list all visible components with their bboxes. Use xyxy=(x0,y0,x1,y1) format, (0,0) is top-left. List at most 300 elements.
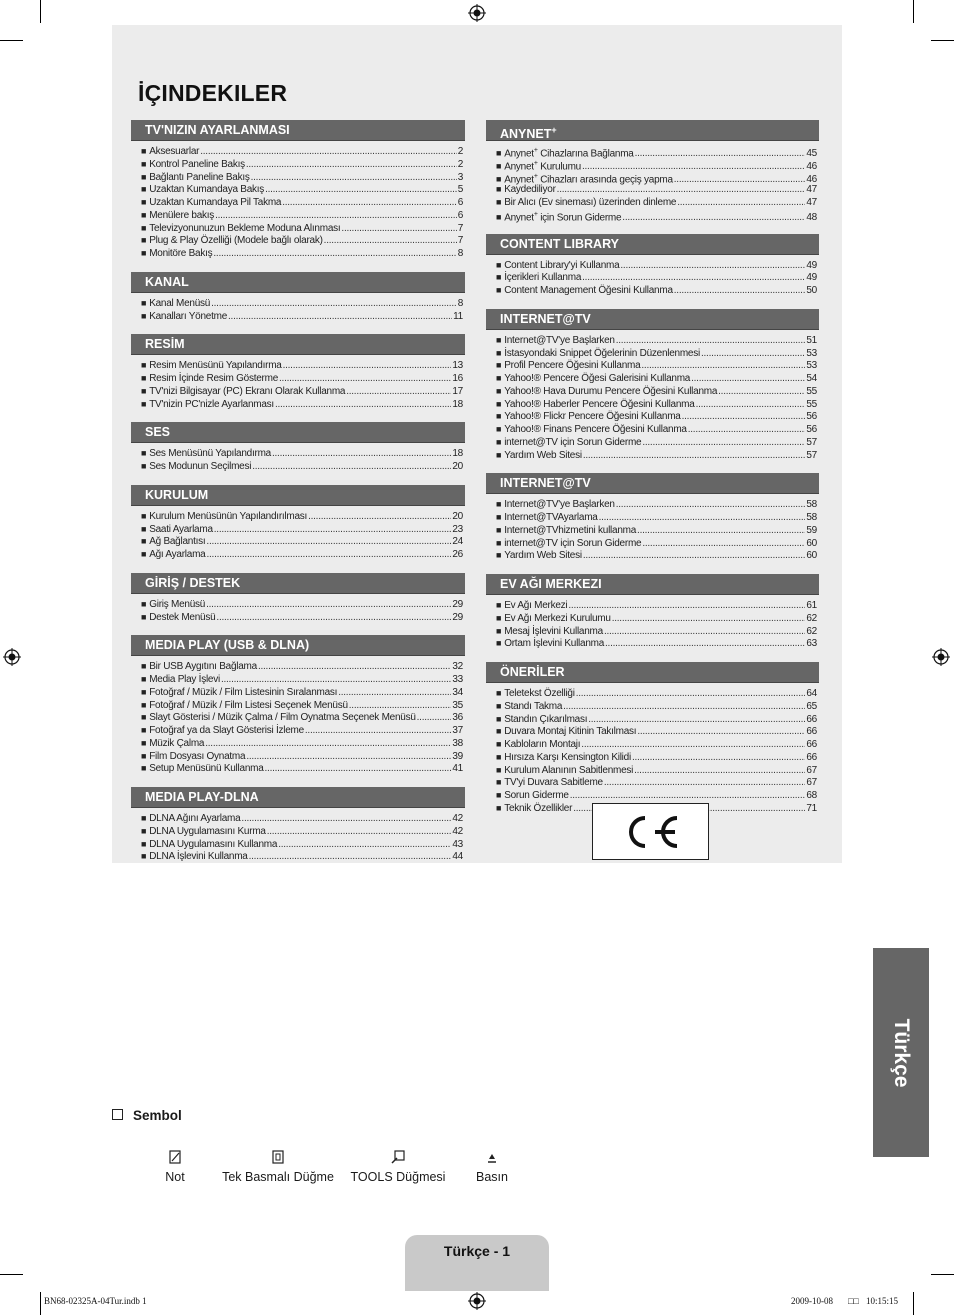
bullet-square-icon: ■ xyxy=(141,222,147,233)
toc-entry-page: 29 xyxy=(452,598,463,610)
section-heading: KANAL xyxy=(131,272,465,293)
toc-entry-label: Standı Takma xyxy=(504,700,563,712)
toc-entry-page: 47 xyxy=(806,184,817,196)
crop-mark xyxy=(931,1274,954,1275)
crop-mark xyxy=(913,1292,914,1315)
bullet-square-icon: ■ xyxy=(141,461,147,471)
toc-entry[interactable] xyxy=(496,776,819,789)
dot-leader xyxy=(583,550,806,563)
bullet-square-icon: ■ xyxy=(496,272,502,283)
toc-entry[interactable] xyxy=(496,196,819,209)
toc-entry[interactable] xyxy=(141,762,465,775)
toc-entry[interactable] xyxy=(496,549,819,562)
toc-entry[interactable] xyxy=(141,523,465,536)
toc-entry-page: 34 xyxy=(452,686,463,698)
toc-entry-label: TV'nizi Bilgisayar (PC) Ekranı Olarak Kullanma xyxy=(149,385,346,397)
bullet-square-icon: ■ xyxy=(141,536,147,547)
toc-entry-page: 66 xyxy=(806,713,817,725)
symbol-note xyxy=(150,1148,200,1184)
bullet-square-icon: ■ xyxy=(496,197,502,207)
toc-left-column xyxy=(131,120,465,863)
bullet-square-icon: ■ xyxy=(141,674,147,684)
toc-entry[interactable] xyxy=(141,183,465,196)
toc-entry-label: Yardım Web Sitesi xyxy=(504,449,582,461)
toc-entry-page: 32 xyxy=(452,661,463,673)
section-heading: GİRİŞ / DESTEK xyxy=(131,573,465,594)
symbol-press-label: Basın xyxy=(476,1170,508,1184)
toc-entry-label: TV'yi Duvara Sabitleme xyxy=(504,777,603,789)
bullet-square-icon: ■ xyxy=(496,638,502,649)
toc-entry-page: 17 xyxy=(452,385,463,397)
toc-entry-page: 39 xyxy=(452,750,463,762)
dot-leader xyxy=(278,839,451,852)
dot-leader xyxy=(228,311,452,324)
toc-entry[interactable] xyxy=(496,271,819,284)
bullet-square-icon: ■ xyxy=(141,209,147,220)
ce-mark-box xyxy=(592,803,709,860)
toc-section xyxy=(486,662,819,815)
dot-leader xyxy=(701,348,805,361)
dot-leader xyxy=(605,638,805,651)
bullet-square-icon: ■ xyxy=(141,158,147,169)
toc-entry[interactable] xyxy=(141,850,465,863)
toc-entry[interactable] xyxy=(141,750,465,763)
toc-entry-label: Internet@TV'ye Başlarken xyxy=(504,499,615,511)
toc-entry[interactable] xyxy=(141,737,465,750)
dot-leader xyxy=(216,612,451,625)
toc-entry-label: Teknik Özellikler xyxy=(504,802,573,814)
symbol-one-touch-label: Tek Basmalı Düğme xyxy=(222,1170,334,1184)
toc-entry-label: Duvara Montaj Kitinin Takılması xyxy=(504,726,637,738)
dot-leader xyxy=(563,701,805,714)
registration-mark-icon xyxy=(468,1292,486,1310)
toc-entry-page: 36 xyxy=(452,712,463,724)
toc-entry[interactable] xyxy=(141,660,465,673)
toc-entry[interactable] xyxy=(141,247,465,260)
toc-entry-label: Giriş Menüsü xyxy=(149,598,206,610)
toc-entry-page: 57 xyxy=(806,449,817,461)
toc-entry[interactable] xyxy=(496,725,819,738)
section-heading: ÖNERİLER xyxy=(486,662,819,683)
section-heading: SES xyxy=(131,422,465,443)
toc-entry-label: Kontrol Paneline Bakış xyxy=(149,158,245,170)
toc-entry-label: Ev Ağı Merkezi xyxy=(504,600,568,611)
toc-entry[interactable] xyxy=(141,310,465,323)
toc-entry[interactable] xyxy=(141,825,465,838)
toc-entry-page: 55 xyxy=(806,398,817,410)
toc-entry[interactable] xyxy=(141,686,465,699)
toc-right-column xyxy=(486,120,819,815)
toc-entry-page: 2 xyxy=(457,146,463,157)
toc-entry[interactable] xyxy=(496,511,819,524)
bullet-square-icon: ■ xyxy=(496,436,502,447)
symbol-tools xyxy=(346,1148,450,1184)
toc-entry[interactable] xyxy=(496,449,819,462)
toc-entry[interactable] xyxy=(496,385,819,398)
toc-entry-label: Slayt Gösterisi / Müzik Çalma / Film Oynatma Seçenek Menüsü xyxy=(149,712,416,724)
bullet-square-icon: ■ xyxy=(496,212,502,223)
toc-entry-page: 53 xyxy=(806,360,817,372)
dot-leader xyxy=(215,210,457,223)
toc-entry-label: internet@TV için Sorun Giderme xyxy=(504,537,642,549)
checkbox-square-icon xyxy=(112,1109,123,1120)
toc-entry-page: 57 xyxy=(806,436,817,448)
bullet-square-icon: ■ xyxy=(496,173,502,184)
toc-entry-label: DLNA Uygulamasını Kurma xyxy=(149,825,266,837)
toc-entry[interactable] xyxy=(141,510,465,523)
dot-leader xyxy=(252,461,451,474)
bullet-square-icon: ■ xyxy=(496,537,502,548)
footer-file-name: BN68-02325A-04Tur.indb 1 xyxy=(44,1296,147,1306)
toc-entry-page: 62 xyxy=(806,625,817,637)
toc-entry-page: 56 xyxy=(806,424,817,435)
dot-leader xyxy=(267,826,452,839)
bullet-square-icon: ■ xyxy=(141,661,147,672)
toc-entry-page: 20 xyxy=(452,510,463,522)
toc-entry[interactable] xyxy=(496,347,819,360)
dot-leader xyxy=(249,851,452,864)
toc-entry[interactable] xyxy=(496,524,819,537)
registration-mark-icon xyxy=(3,648,21,666)
toc-entry[interactable] xyxy=(141,611,465,624)
toc-entry-label: Resim İçinde Resim Gösterme xyxy=(149,373,279,384)
toc-entry-page: 7 xyxy=(457,222,463,234)
bullet-square-icon: ■ xyxy=(496,751,502,762)
symbol-tools-label: TOOLS Düğmesi xyxy=(350,1170,446,1184)
toc-entry-label: Internet@TVhizmetini kullanma xyxy=(504,524,637,536)
toc-entry[interactable] xyxy=(496,372,819,385)
bullet-square-icon: ■ xyxy=(141,523,147,534)
dot-leader xyxy=(417,712,452,725)
toc-entry-page: 37 xyxy=(452,725,463,736)
toc-entry-label: Sorun Giderme xyxy=(504,790,569,801)
toc-entry[interactable] xyxy=(141,535,465,548)
dot-leader xyxy=(282,197,456,210)
dot-leader xyxy=(283,360,452,373)
dot-leader xyxy=(599,512,806,525)
toc-entry-page: 61 xyxy=(806,600,817,611)
dot-leader xyxy=(213,248,456,261)
toc-entry[interactable] xyxy=(141,673,465,686)
section-heading: TV'NIZIN AYARLANMASI xyxy=(131,120,465,141)
toc-entry[interactable] xyxy=(496,599,819,612)
toc-entry-label: Hırsıza Karşı Kensington Kilidi xyxy=(504,751,631,763)
bullet-square-icon: ■ xyxy=(496,764,502,775)
toc-entry-label: Ağ Bağlantısı xyxy=(149,536,206,548)
toc-entry-page: 56 xyxy=(806,411,817,423)
toc-entry-label: Ses Menüsünü Yapılandırma xyxy=(149,448,271,460)
toc-entry[interactable] xyxy=(496,284,819,297)
toc-entry-page: 65 xyxy=(806,700,817,712)
toc-entry-page: 11 xyxy=(453,310,463,322)
bullet-square-icon: ■ xyxy=(141,248,147,258)
dot-leader xyxy=(349,700,452,713)
bullet-square-icon: ■ xyxy=(141,851,147,862)
dot-leader xyxy=(265,763,452,776)
toc-entry-label: İstasyondaki Snippet Öğelerinin Düzenlenmesi xyxy=(504,347,700,359)
toc-entry[interactable] xyxy=(496,687,819,700)
dot-leader xyxy=(696,399,806,412)
bullet-square-icon: ■ xyxy=(496,499,502,510)
toc-entry[interactable] xyxy=(496,713,819,726)
toc-entry-page: 49 xyxy=(806,259,817,271)
toc-entry-page: 42 xyxy=(452,825,463,837)
toc-entry[interactable] xyxy=(141,209,465,222)
toc-entry-page: 13 xyxy=(452,360,463,372)
dot-leader xyxy=(221,674,451,687)
toc-entry-page: 62 xyxy=(806,612,817,624)
toc-entry[interactable] xyxy=(496,359,819,372)
symbol-press xyxy=(467,1148,517,1184)
toc-entry[interactable] xyxy=(496,738,819,751)
toc-entry-label: Kanal Menüsü xyxy=(149,297,211,309)
symbol-heading-label: Sembol xyxy=(133,1108,182,1123)
toc-entry[interactable] xyxy=(496,700,819,713)
toc-entry-page: 49 xyxy=(806,272,817,284)
bullet-square-icon: ■ xyxy=(496,802,502,813)
toc-entry-page: 60 xyxy=(806,550,817,562)
dot-leader xyxy=(241,813,451,826)
symbol-heading xyxy=(112,1108,182,1123)
toc-entry-page: 6 xyxy=(457,197,463,208)
bullet-square-icon: ■ xyxy=(496,449,502,460)
toc-entry-label: Anynet+ Kurulumu xyxy=(504,159,581,173)
toc-entry-label: Resim Menüsünü Yapılandırma xyxy=(149,360,282,372)
bullet-square-icon: ■ xyxy=(496,398,502,409)
dot-leader xyxy=(214,524,452,537)
toc-entry-label: Yahoo!® Haberler Pencere Öğesini Kullanma xyxy=(504,398,695,410)
toc-entry[interactable] xyxy=(141,699,465,712)
toc-entry[interactable] xyxy=(141,812,465,825)
toc-entry[interactable] xyxy=(141,158,465,171)
bullet-square-icon: ■ xyxy=(141,171,147,182)
toc-entry[interactable] xyxy=(496,410,819,423)
bullet-square-icon: ■ xyxy=(496,777,502,788)
bullet-square-icon: ■ xyxy=(496,347,502,358)
toc-entry[interactable] xyxy=(141,372,465,385)
toc-entry[interactable] xyxy=(496,423,819,436)
toc-entry[interactable] xyxy=(141,447,465,460)
page-title: İÇINDEKILER xyxy=(138,80,288,106)
bullet-square-icon: ■ xyxy=(141,737,147,748)
dot-leader xyxy=(642,437,805,450)
toc-entry-page: 47 xyxy=(806,197,817,208)
bullet-square-icon: ■ xyxy=(141,448,147,459)
bullet-square-icon: ■ xyxy=(141,549,147,559)
toc-entry-page: 8 xyxy=(457,248,463,259)
toc-entry[interactable] xyxy=(141,145,465,158)
dot-leader xyxy=(265,184,457,197)
toc-entry-page: 2 xyxy=(457,158,463,170)
dot-leader xyxy=(246,159,457,172)
dot-leader xyxy=(568,600,805,613)
dot-leader xyxy=(346,386,451,399)
toc-entry-label: Müzik Çalma xyxy=(149,737,205,749)
toc-entry-page: 51 xyxy=(806,334,817,346)
toc-entry[interactable] xyxy=(496,259,819,272)
toc-entry-label: DLNA Ağını Ayarlama xyxy=(149,813,241,824)
dot-leader xyxy=(634,765,805,778)
toc-entry[interactable] xyxy=(496,334,819,347)
bullet-square-icon: ■ xyxy=(141,750,147,761)
toc-entry-label: Media Play İşlevi xyxy=(149,674,220,685)
registration-mark-icon xyxy=(468,4,486,22)
note-icon xyxy=(168,1148,182,1166)
bullet-square-icon: ■ xyxy=(141,235,147,246)
toc-entry[interactable] xyxy=(141,222,465,235)
toc-entry[interactable] xyxy=(496,145,819,158)
bullet-square-icon: ■ xyxy=(496,688,502,698)
toc-section xyxy=(486,309,819,462)
toc-entry-label: Bağlantı Paneline Bakış xyxy=(149,171,250,183)
bullet-square-icon: ■ xyxy=(141,310,147,321)
toc-entry[interactable] xyxy=(141,724,465,737)
dot-leader xyxy=(206,536,451,549)
toc-entry[interactable] xyxy=(496,436,819,449)
toc-entry-page: 26 xyxy=(452,549,463,560)
bullet-square-icon: ■ xyxy=(141,385,147,396)
dot-leader xyxy=(604,777,806,790)
toc-entry-page: 6 xyxy=(457,209,463,221)
toc-entry[interactable] xyxy=(141,398,465,411)
toc-entry[interactable] xyxy=(496,637,819,650)
toc-entry-page: 66 xyxy=(806,751,817,763)
toc-entry-label: Fotoğraf / Müzik / Film Listesi Seçenek Menüsü xyxy=(149,699,348,711)
toc-entry-page: 50 xyxy=(806,285,817,296)
bullet-square-icon: ■ xyxy=(141,813,147,823)
toc-entry[interactable] xyxy=(141,838,465,851)
toc-entry[interactable] xyxy=(141,297,465,310)
toc-entry-page: 33 xyxy=(452,674,463,685)
bullet-square-icon: ■ xyxy=(141,686,147,697)
toc-entry-label: Aksesuarlar xyxy=(149,146,200,157)
bullet-square-icon: ■ xyxy=(141,197,147,207)
toc-entry[interactable] xyxy=(141,711,465,724)
toc-entry[interactable] xyxy=(141,171,465,184)
section-heading: KURULUM xyxy=(131,485,465,506)
tools-button-icon xyxy=(390,1148,406,1166)
toc-entry[interactable] xyxy=(141,385,465,398)
toc-entry-page: 53 xyxy=(806,347,817,359)
bullet-square-icon: ■ xyxy=(496,373,502,383)
bullet-square-icon: ■ xyxy=(496,334,502,345)
dot-leader xyxy=(308,511,451,524)
toc-entry-label: Yahoo!® Flickr Pencere Öğesini Kullanma xyxy=(504,411,681,423)
bullet-square-icon: ■ xyxy=(141,725,147,735)
bullet-square-icon: ■ xyxy=(496,360,502,371)
toc-entry-label: DLNA Uygulamasını Kullanma xyxy=(149,838,278,850)
toc-entry[interactable] xyxy=(496,183,819,196)
toc-entry-label: Mesaj İşlevini Kullanma xyxy=(504,625,603,637)
toc-entry-page: 67 xyxy=(806,777,817,789)
bullet-square-icon: ■ xyxy=(496,739,502,749)
toc-entry[interactable] xyxy=(141,598,465,611)
crop-mark xyxy=(40,1292,41,1315)
toc-entry-label: Internet@TVAyarlama xyxy=(504,512,598,523)
toc-entry-label: Kurulum Alanının Sabitlenmesi xyxy=(504,764,634,776)
toc-entry-label: Plug & Play Özelliği (Modele bağlı olarak) xyxy=(149,235,323,247)
toc-entry-label: Yahoo!® Hava Durumu Pencere Öğesini Kullanma xyxy=(504,385,718,397)
toc-entry[interactable] xyxy=(496,398,819,411)
toc-entry[interactable] xyxy=(141,460,465,473)
bullet-square-icon: ■ xyxy=(141,297,147,308)
toc-section xyxy=(486,234,819,297)
toc-entry-page: 60 xyxy=(806,537,817,549)
toc-entry-page: 3 xyxy=(457,171,463,183)
language-side-tab xyxy=(873,948,929,1157)
toc-section xyxy=(131,120,465,260)
toc-entry[interactable] xyxy=(496,751,819,764)
toc-entry-label: Kaydediliyor xyxy=(504,184,556,196)
toc-entry-page: 38 xyxy=(452,737,463,749)
toc-entry[interactable] xyxy=(496,625,819,638)
toc-entry-page: 58 xyxy=(806,499,817,511)
dot-leader xyxy=(275,399,451,412)
toc-entry[interactable] xyxy=(496,498,819,511)
registration-mark-icon xyxy=(932,648,950,666)
toc-entry-label: TV'nizin PC'nizle Ayarlanması xyxy=(149,398,274,410)
toc-entry[interactable] xyxy=(141,234,465,247)
crop-mark xyxy=(931,40,954,41)
dot-leader xyxy=(616,499,806,512)
bullet-square-icon: ■ xyxy=(141,598,147,609)
dot-leader xyxy=(637,726,805,739)
crop-mark xyxy=(913,0,914,23)
toc-entry[interactable] xyxy=(141,196,465,209)
dot-leader xyxy=(635,148,806,161)
dot-leader xyxy=(279,373,451,386)
toc-entry-page: 55 xyxy=(806,385,817,397)
toc-entry-label: Uzaktan Kumandaya Pil Takma xyxy=(149,197,282,208)
dot-leader xyxy=(324,235,457,248)
crop-mark xyxy=(40,0,41,23)
toc-entry-label: Ses Modunun Seçilmesi xyxy=(149,461,252,472)
dot-leader xyxy=(557,184,806,197)
toc-entry[interactable] xyxy=(496,612,819,625)
toc-entry-label: Monitöre Bakış xyxy=(149,248,213,259)
dot-leader xyxy=(718,386,805,399)
dot-leader xyxy=(583,450,806,463)
toc-entry-page: 42 xyxy=(452,813,463,824)
toc-entry-page: 68 xyxy=(806,790,817,801)
toc-entry-label: Anynet+ için Sorun Giderme xyxy=(504,210,622,224)
bullet-square-icon: ■ xyxy=(496,411,502,422)
toc-entry[interactable] xyxy=(496,537,819,550)
section-heading: INTERNET@TV xyxy=(486,309,819,330)
bullet-square-icon: ■ xyxy=(496,184,502,195)
toc-entry[interactable] xyxy=(496,789,819,802)
toc-entry-label: Fotoğraf ya da Slayt Gösterisi İzleme xyxy=(149,725,304,736)
toc-entry[interactable] xyxy=(496,764,819,777)
toc-entry-label: DLNA İşlevini Kullanma xyxy=(149,851,248,863)
toc-entry-label: Yahoo!® Pencere Öğesi Galerisini Kullanma xyxy=(504,373,691,384)
bullet-square-icon: ■ xyxy=(496,385,502,396)
toc-entry-label: Kurulum Menüsünün Yapılandırılması xyxy=(149,510,308,522)
dot-leader xyxy=(612,613,806,626)
bullet-square-icon: ■ xyxy=(496,713,502,724)
toc-entry[interactable] xyxy=(141,359,465,372)
toc-entry-page: 64 xyxy=(806,688,817,699)
toc-entry[interactable] xyxy=(141,548,465,561)
section-heading: MEDIA PLAY (USB & DLNA) xyxy=(131,635,465,656)
toc-entry-page: 18 xyxy=(452,448,463,460)
toc-section xyxy=(131,787,465,863)
dot-leader xyxy=(305,725,451,738)
section-heading: MEDIA PLAY-DLNA xyxy=(131,787,465,808)
dot-leader xyxy=(200,146,456,159)
crop-mark xyxy=(0,40,23,41)
toc-entry[interactable] xyxy=(496,209,819,222)
